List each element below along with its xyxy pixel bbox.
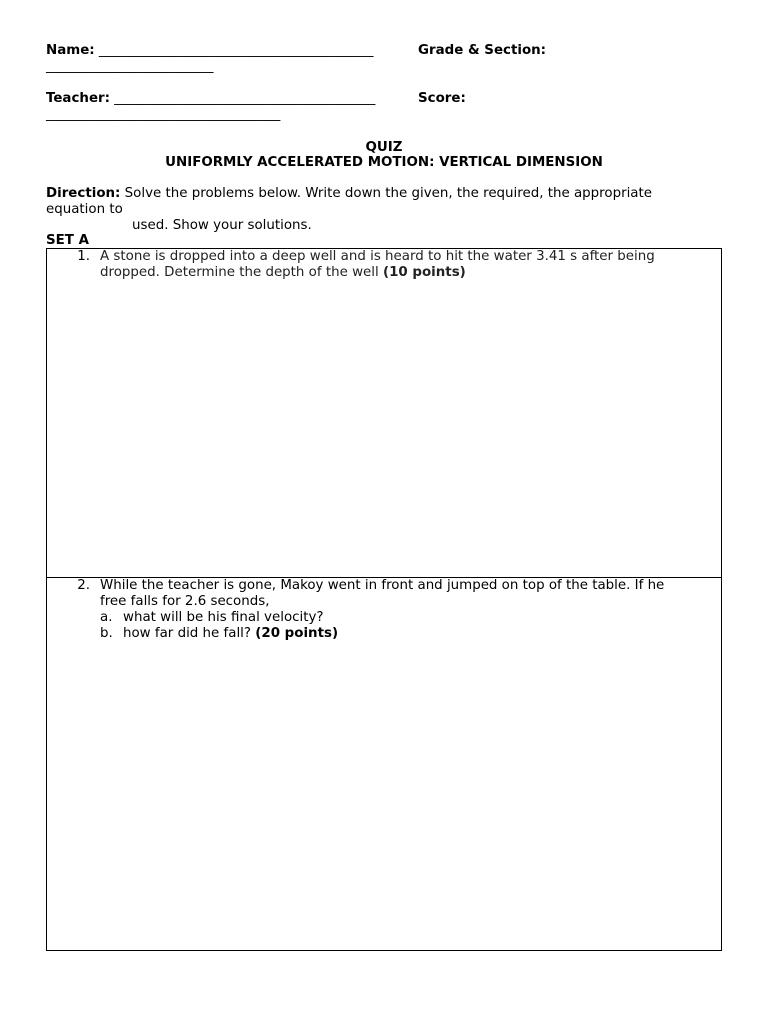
set-label: SET A: [46, 233, 89, 248]
problem-2-sub-a-letter: a.: [100, 610, 113, 625]
score-line[interactable]: ___________________________________: [46, 107, 281, 122]
problem-2-sub-b: [123, 626, 338, 642]
teacher-row: [46, 91, 375, 107]
problem-1-line-1: A stone is dropped into a deep well and is heard to hit the water 3.41 s after being: [100, 249, 655, 264]
problem-2-sub-b-text: how far did he fall?: [123, 626, 256, 641]
problem-1-number: 1.: [77, 249, 90, 264]
quiz-subtitle: UNIFORMLY ACCELERATED MOTION: VERTICAL DIMENSION: [165, 155, 603, 170]
direction-label: Direction:: [46, 186, 121, 201]
problem-1-line-2: [100, 265, 466, 281]
problem-1: [76, 249, 688, 281]
direction-text-1: Solve the problems below. Write down the given, the required, the appropriate: [120, 186, 652, 201]
direction-text-2: equation to: [46, 202, 123, 217]
name-line[interactable]: _________________________________________: [98, 43, 374, 58]
problem-2-points: (20 points): [255, 626, 339, 641]
name-label: Name:: [46, 43, 95, 58]
direction-line-1: [46, 186, 652, 202]
problem-2-number: 2.: [77, 578, 90, 593]
direction-text-3: used. Show your solutions.: [132, 218, 312, 233]
problem-1-text-2: dropped. Determine the depth of the well: [100, 265, 383, 280]
quiz-title: QUIZ: [365, 140, 403, 155]
problem-2-line-2: free falls for 2.6 seconds,: [100, 594, 270, 609]
teacher-line[interactable]: _______________________________________: [114, 91, 376, 106]
problem-2-sub-b-letter: b.: [100, 626, 113, 641]
problem-1-points: (10 points): [382, 265, 466, 280]
problem-2-sub-a: what will be his final velocity?: [123, 610, 324, 625]
problem-1-answer-box[interactable]: [46, 248, 722, 578]
grade-section-label: Grade & Section:: [418, 43, 547, 58]
problem-2: [76, 578, 698, 642]
name-row: [46, 43, 373, 59]
teacher-label: Teacher:: [46, 91, 110, 106]
grade-section-line[interactable]: _________________________: [46, 59, 214, 74]
problem-2-line-1: While the teacher is gone, Makoy went in front and jumped on top of the table. If he: [100, 578, 665, 593]
score-label: Score:: [418, 91, 466, 106]
